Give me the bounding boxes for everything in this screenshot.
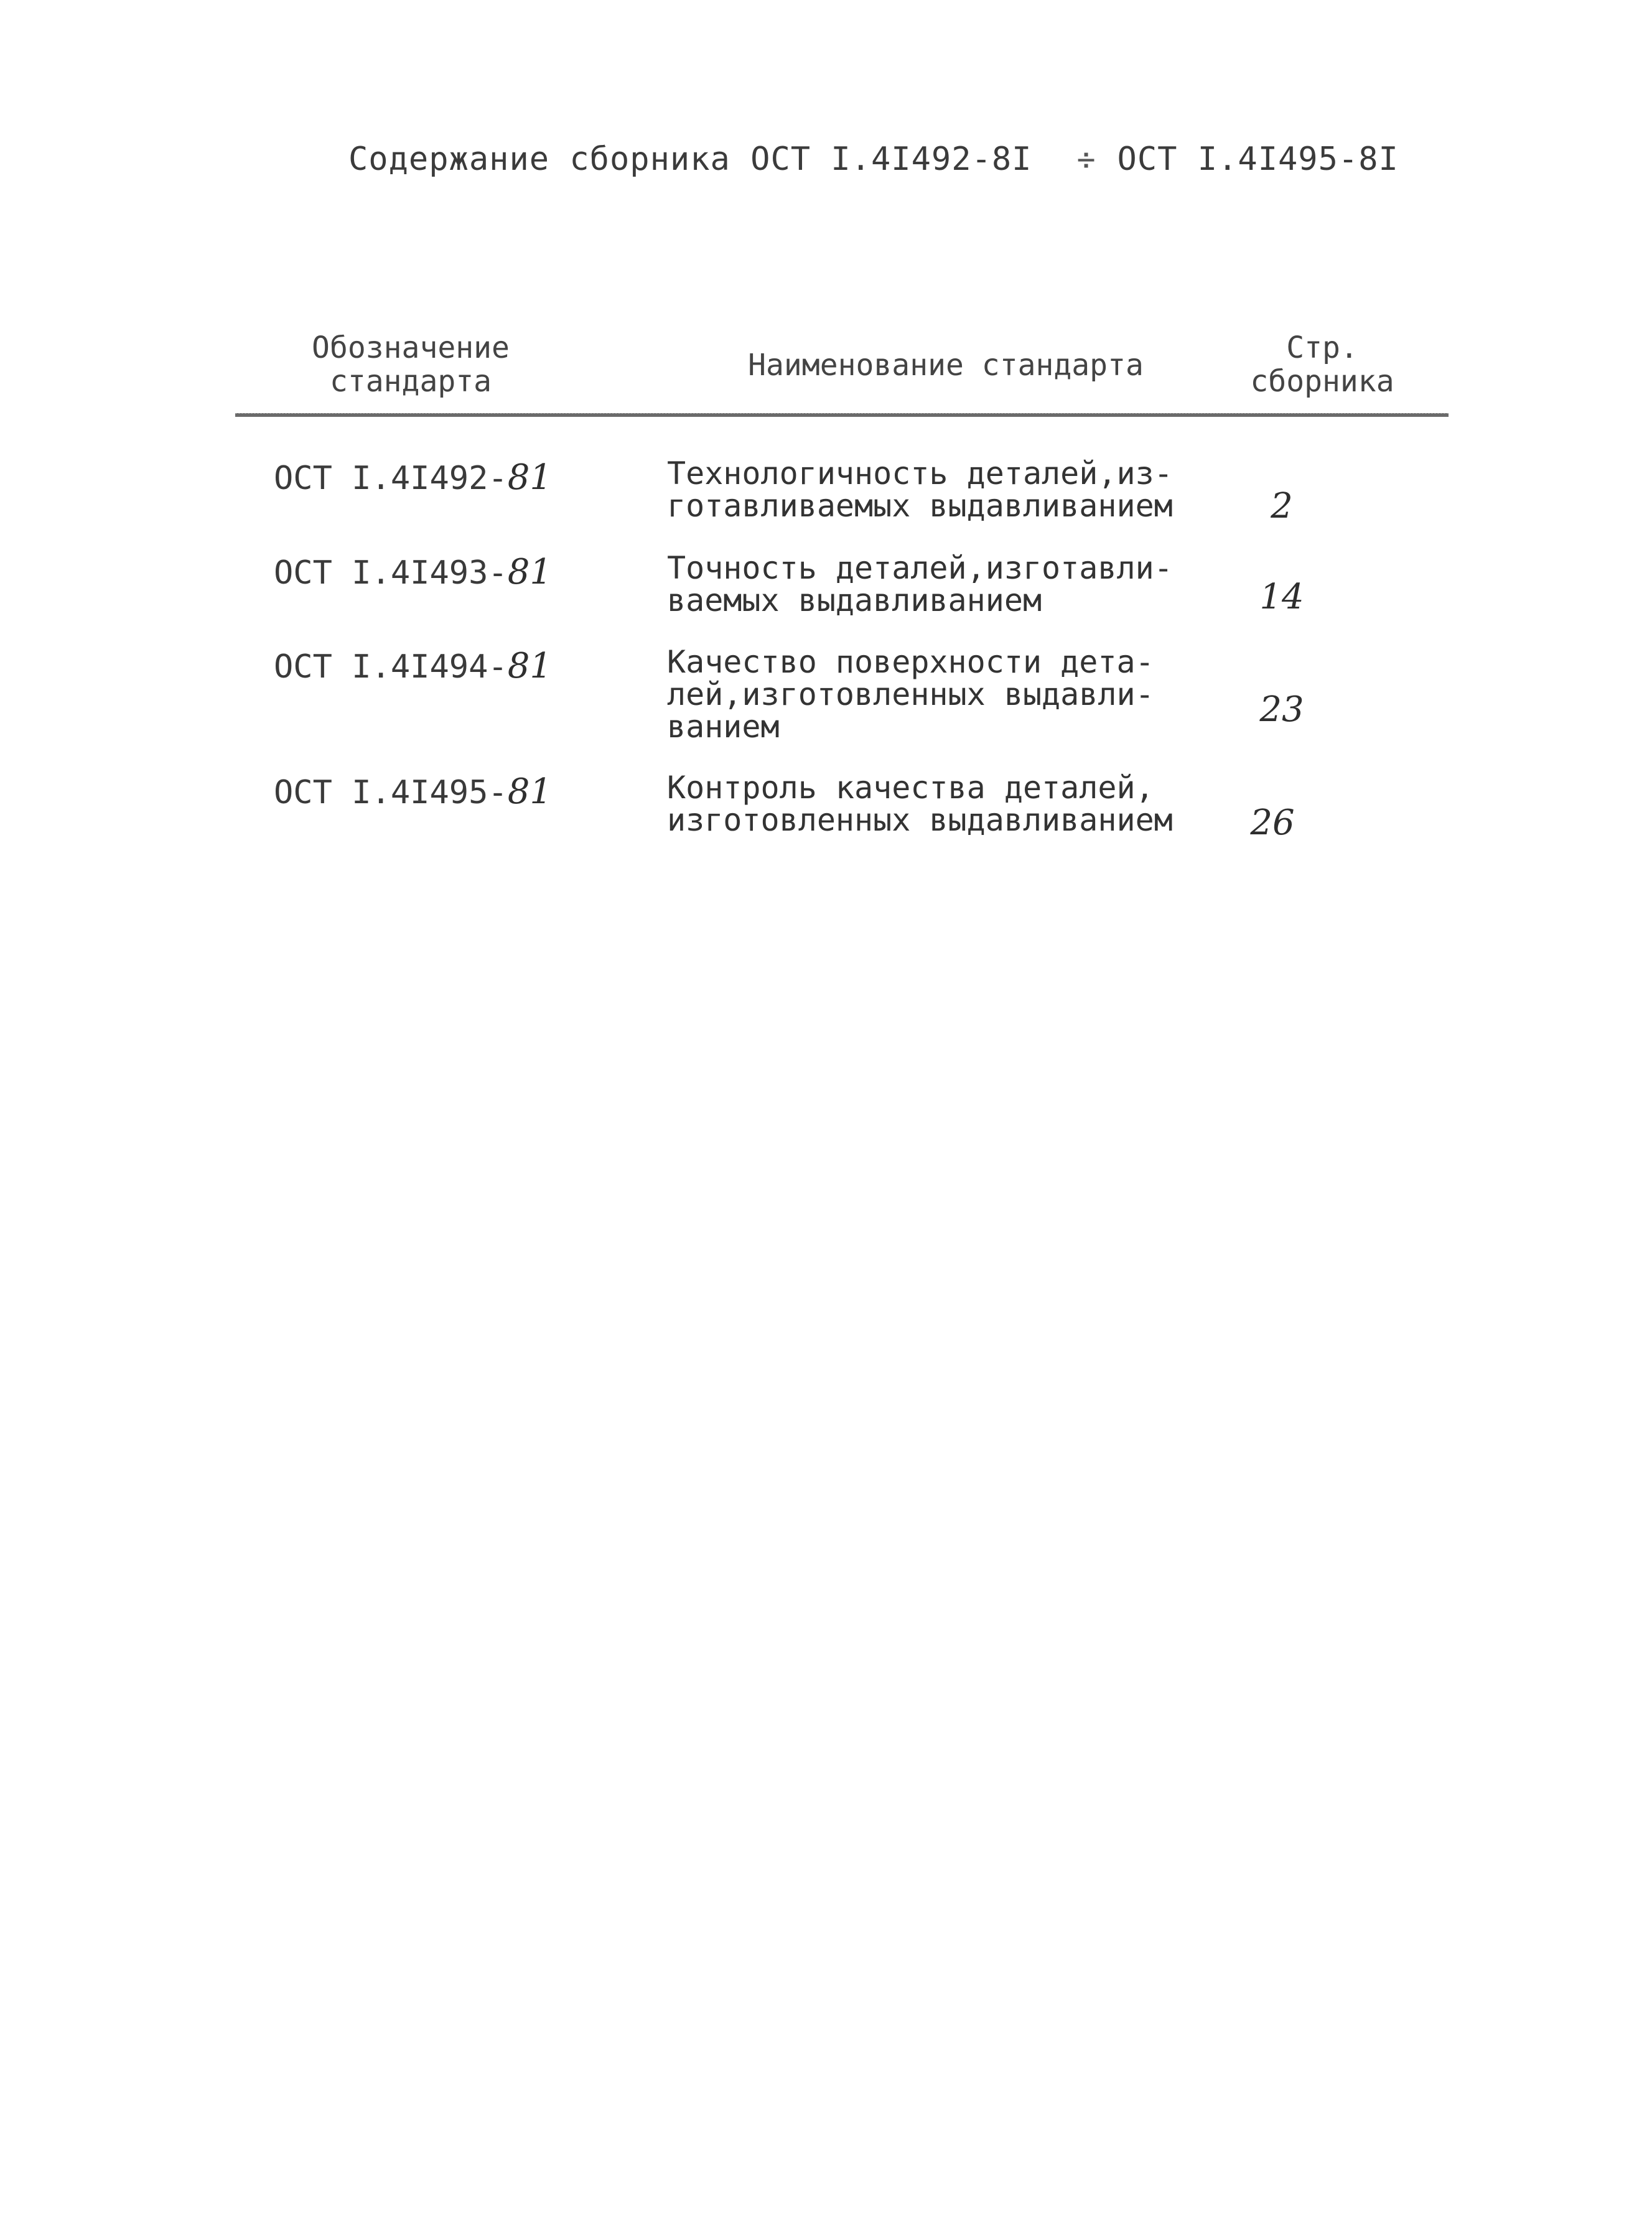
standard-name-line: ваемых выдавливанием	[667, 582, 1042, 618]
header-standard-name: Наименование стандарта	[748, 348, 1144, 383]
page-number: 2	[1271, 486, 1293, 526]
standard-code-prefix: ОСТ I.4I494-	[274, 648, 508, 686]
standard-name	[667, 552, 1202, 617]
standard-name-line: Технологичность деталей,из-	[667, 455, 1173, 492]
standard-code-prefix: ОСТ I.4I493-	[274, 554, 508, 592]
standard-code-prefix: ОСТ I.4I495-	[274, 774, 508, 811]
document-title	[348, 141, 1399, 178]
page-number: 23	[1259, 689, 1304, 730]
title-left: Содержание сборника ОСТ I.4I492-8I	[348, 141, 1032, 178]
standard-code	[274, 646, 552, 686]
standard-code	[274, 552, 552, 592]
header-page-line-1: Стр.	[1286, 330, 1358, 365]
standard-name	[667, 771, 1202, 836]
standard-code	[274, 457, 552, 498]
page-number: 14	[1259, 577, 1304, 617]
standard-code	[274, 771, 552, 812]
header-page-line-2: сборника	[1250, 364, 1394, 399]
standard-code-year: 81	[507, 552, 552, 592]
standard-name-line: изготовленных выдавливанием	[667, 802, 1173, 838]
standard-name-line: Контроль качества деталей,	[667, 770, 1154, 806]
standard-code-year: 81	[507, 457, 552, 498]
standard-code-year: 81	[507, 771, 552, 812]
standard-name	[667, 646, 1202, 743]
standard-code-year: 81	[507, 646, 552, 686]
header-rule	[235, 413, 1449, 417]
standard-name-line: готавливаемых выдавливанием	[667, 488, 1173, 524]
standard-name-line: Качество поверхности дета-	[667, 644, 1154, 680]
standard-name-line: ванием	[667, 709, 780, 745]
standard-name	[667, 457, 1202, 522]
standard-name-line: Точность деталей,изготавли-	[667, 550, 1173, 586]
standard-code-prefix: ОСТ I.4I492-	[274, 460, 508, 497]
header-designation-line-1: Обозначение	[312, 330, 510, 365]
header-page	[1232, 331, 1412, 398]
header-designation	[274, 331, 548, 398]
title-right: ОСТ I.4I495-8I	[1117, 141, 1399, 178]
standard-name-line: лей,изготовленных выдавли-	[667, 676, 1154, 712]
header-designation-line-2: стандарта	[329, 364, 492, 399]
title-separator: ÷	[1076, 141, 1096, 177]
page-number: 26	[1250, 803, 1295, 843]
